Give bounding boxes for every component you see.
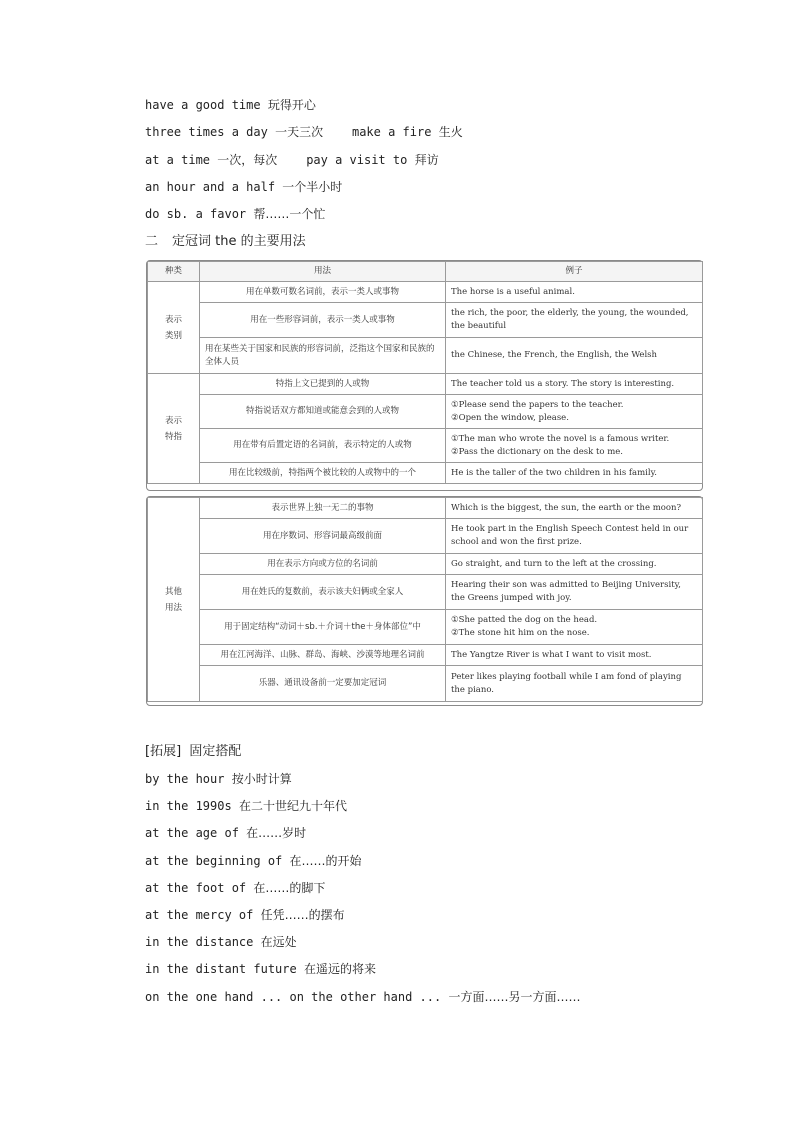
usage-cell: 用在单数可数名词前，表示一类人或事物 (200, 282, 446, 303)
phrase-line: an hour and a half 一个半小时 (145, 180, 343, 194)
usage-cell: 用在姓氏的复数前，表示该夫妇俩或全家人 (200, 575, 446, 610)
usage-cell: 用在某些关于国家和民族的形容词前，泛指这个国家和民族的全体人员 (200, 338, 446, 374)
usage-cell: 用在序数词、形容词最高级前面 (200, 519, 446, 554)
usage-cell: 用在江河海洋、山脉、群岛、海峡、沙漠等地理名词前 (200, 645, 446, 666)
section-title: 二 定冠词 the 的主要用法 (145, 234, 306, 249)
category-cell: 表示 类别 (148, 282, 200, 374)
category-cell: 表示 特指 (148, 374, 200, 484)
category-cell: 其他 用法 (148, 498, 200, 702)
usage-cell: 特指说话双方都知道或能意会到的人或物 (200, 395, 446, 429)
table-header: 用法 (200, 262, 446, 282)
phrase-line: in the distance 在远处 (145, 935, 297, 949)
example-cell: the rich, the poor, the elderly, the young, the wounded, the beautiful (446, 303, 703, 338)
example-cell: ①Please send the papers to the teacher. ②Open the window, please. (446, 395, 703, 429)
extension-heading: [拓展] 固定搭配 (145, 744, 242, 759)
usage-cell: 用在一些形容词前，表示一类人或事物 (200, 303, 446, 338)
example-cell: He is the taller of the two children in his family. (446, 463, 703, 484)
example-cell: Which is the biggest, the sun, the earth or the moon? (446, 498, 703, 519)
usage-cell: 表示世界上独一无二的事物 (200, 498, 446, 519)
usage-cell: 用在带有后置定语的名词前，表示特定的人或物 (200, 429, 446, 463)
example-cell: ①She patted the dog on the head. ②The stone hit him on the nose. (446, 610, 703, 645)
example-cell: the Chinese, the French, the English, the Welsh (446, 338, 703, 374)
usage-cell: 特指上文已提到的人或物 (200, 374, 446, 395)
phrase-line: at the beginning of 在……的开始 (145, 854, 362, 868)
usage-table-part2 (147, 497, 703, 702)
phrase-line: do sb. a favor 帮……一个忙 (145, 207, 326, 221)
phrase-line: have a good time 玩得开心 (145, 98, 316, 112)
phrase-line: by the hour 按小时计算 (145, 772, 292, 786)
phrase-line: at the foot of 在……的脚下 (145, 881, 326, 895)
example-cell: ①The man who wrote the novel is a famous writer. ②Pass the dictionary on the desk to me. (446, 429, 703, 463)
table-header: 例子 (446, 262, 703, 282)
example-cell: The teacher told us a story. The story is interesting. (446, 374, 703, 395)
phrase-line: in the distant future 在遥远的将来 (145, 962, 376, 976)
example-cell: Go straight, and turn to the left at the crossing. (446, 554, 703, 575)
usage-cell: 用于固定结构“动词＋sb.＋介词＋the＋身体部位”中 (200, 610, 446, 645)
usage-cell: 用在表示方向或方位的名词前 (200, 554, 446, 575)
phrase-line: in the 1990s 在二十世纪九十年代 (145, 799, 347, 813)
example-cell: The Yangtze River is what I want to visit most. (446, 645, 703, 666)
table-header: 种类 (148, 262, 200, 282)
usage-cell: 用在比较级前，特指两个被比较的人或物中的一个 (200, 463, 446, 484)
phrase-line: at a time 一次，每次 pay a visit to 拜访 (145, 153, 439, 167)
example-cell: Hearing their son was admitted to Beijing University, the Greens jumped with joy. (446, 575, 703, 610)
phrase-line: at the age of 在……岁时 (145, 826, 307, 840)
phrase-line: three times a day 一天三次 make a fire 生火 (145, 125, 463, 139)
phrase-line: on the one hand ... on the other hand ... 一方面……另一方面…… (145, 990, 581, 1004)
usage-cell: 乐器、通讯设备前一定要加定冠词 (200, 666, 446, 702)
example-cell: He took part in the English Speech Contest held in our school and won the first prize. (446, 519, 703, 554)
usage-table-part1 (147, 261, 703, 484)
phrase-line: at the mercy of 任凭……的摆布 (145, 908, 345, 922)
example-cell: Peter likes playing football while I am fond of playing the piano. (446, 666, 703, 702)
example-cell: The horse is a useful animal. (446, 282, 703, 303)
